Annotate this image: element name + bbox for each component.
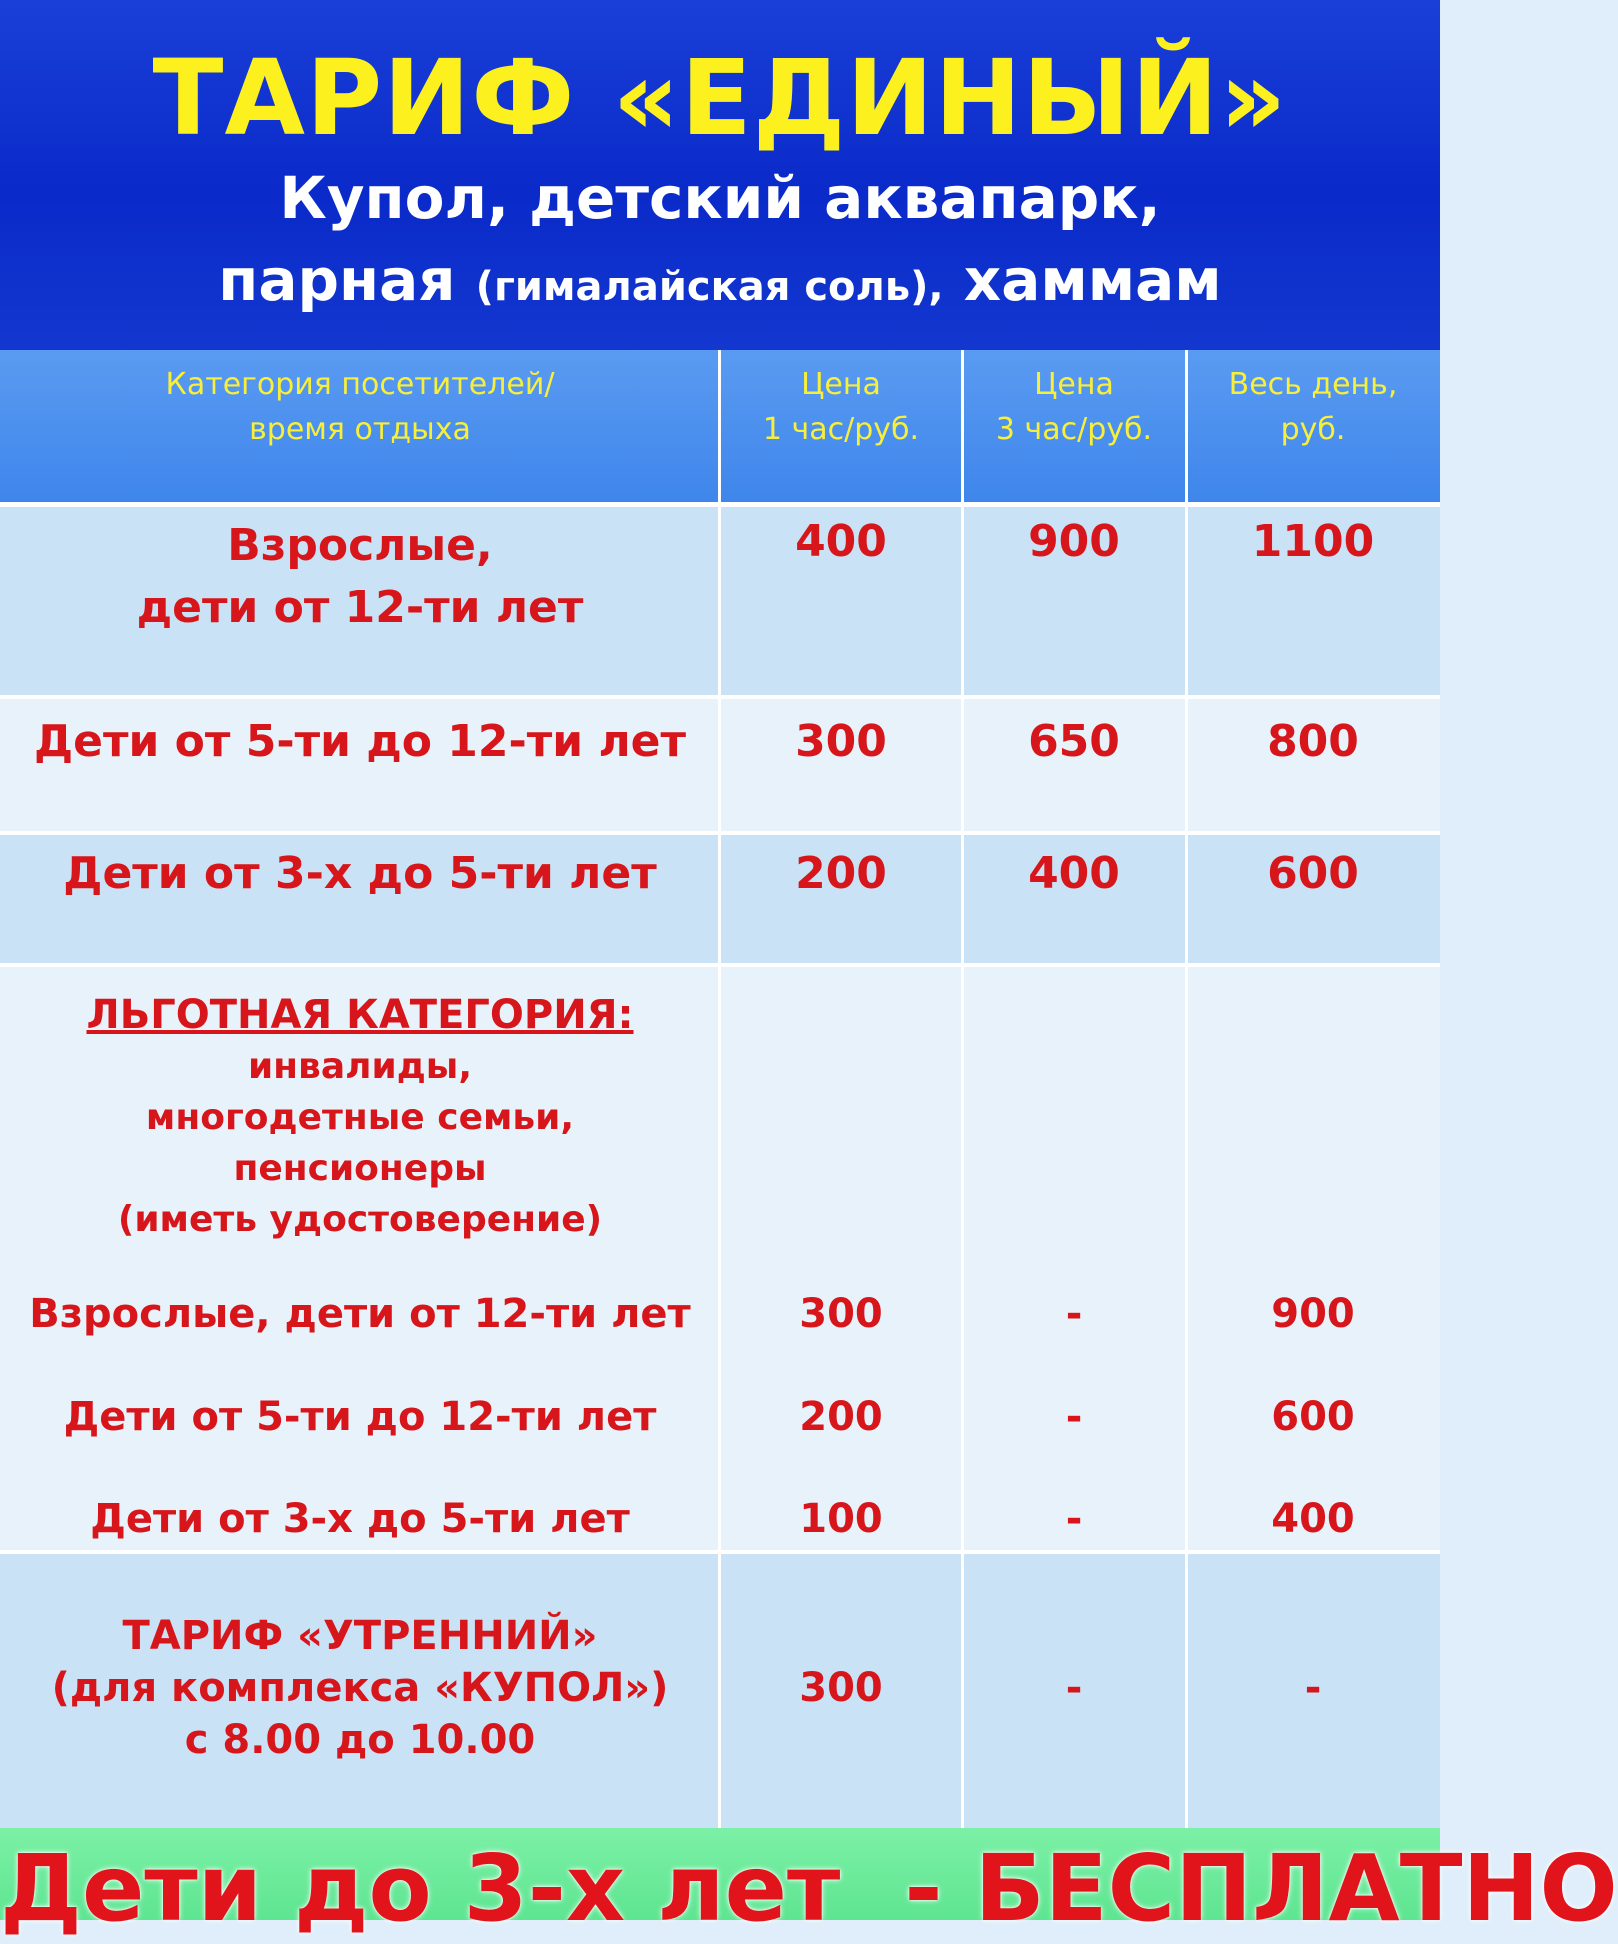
price-1h: 300 bbox=[795, 716, 887, 767]
discount-price-3h: - bbox=[1065, 1496, 1083, 1542]
subtitle-line2 bbox=[0, 244, 1440, 323]
morning-label bbox=[0, 1554, 720, 1828]
price-3h: 900 bbox=[1028, 516, 1120, 567]
price-1h: 400 bbox=[795, 516, 887, 567]
discount-desc-4: (иметь удостоверение) bbox=[117, 1199, 603, 1240]
price-day: 600 bbox=[1267, 848, 1359, 899]
discount-price-1h: 100 bbox=[799, 1496, 883, 1542]
header-3h-line2: 3 час/руб. bbox=[995, 412, 1153, 447]
column-divider bbox=[718, 350, 721, 1828]
header-category-line2: время отдыха bbox=[249, 412, 471, 447]
header-price-1h bbox=[720, 350, 962, 502]
discount-price-1h: 200 bbox=[799, 1394, 883, 1440]
header-price-day bbox=[1186, 350, 1440, 502]
discount-row-label: Дети от 3-х до 5-ти лет bbox=[90, 1496, 630, 1542]
price-1h: 200 bbox=[795, 848, 887, 899]
header-price-3h bbox=[962, 350, 1186, 502]
morning-line1: ТАРИФ «УТРЕННИЙ» bbox=[122, 1613, 598, 1659]
price-3h: 650 bbox=[1028, 716, 1120, 767]
subtitle-part-b: (гималайская соль), bbox=[475, 264, 944, 310]
header-3h-line1: Цена bbox=[1034, 367, 1114, 402]
footer-banner bbox=[0, 1828, 1618, 1942]
header-1h-line1: Цена bbox=[801, 367, 881, 402]
row-label-line1: Взрослые, bbox=[227, 520, 493, 571]
header-banner bbox=[0, 0, 1440, 350]
discount-price-3h: - bbox=[1065, 1394, 1083, 1440]
footer-text: Дети до 3-х лет - БЕСПЛАТНО bbox=[0, 1835, 1618, 1942]
column-divider bbox=[1185, 350, 1188, 1828]
discount-row-label: Дети от 5-ти до 12-ти лет bbox=[63, 1394, 657, 1440]
morning-price-1h: 300 bbox=[799, 1665, 883, 1711]
price-day: 800 bbox=[1267, 716, 1359, 767]
discount-price-3h: - bbox=[1065, 1291, 1083, 1337]
subtitle-part-c: хаммам bbox=[963, 246, 1222, 314]
discount-price-1h: 300 bbox=[799, 1291, 883, 1337]
header-category bbox=[0, 350, 720, 502]
header-day-line1: Весь день, bbox=[1228, 367, 1398, 402]
price-table bbox=[0, 350, 1440, 1828]
discount-title: ЛЬГОТНАЯ КАТЕГОРИЯ: bbox=[86, 992, 634, 1038]
discount-desc-2: многодетные семьи, bbox=[145, 1097, 575, 1138]
price-3h: 400 bbox=[1028, 848, 1120, 899]
row-label: Дети от 5-ти до 12-ти лет bbox=[33, 716, 687, 767]
header-day-line2: руб. bbox=[1280, 412, 1346, 447]
discount-desc-3: пенсионеры bbox=[233, 1148, 487, 1189]
subtitle-part-a: парная bbox=[218, 246, 456, 314]
column-divider bbox=[961, 350, 964, 1828]
morning-line3: с 8.00 до 10.00 bbox=[184, 1717, 536, 1763]
row-label: Дети от 3-х до 5-ти лет bbox=[63, 848, 657, 899]
row-label bbox=[0, 507, 720, 695]
discount-label bbox=[0, 967, 720, 1550]
discount-row-label: Взрослые, дети от 12-ти лет bbox=[29, 1291, 691, 1337]
discount-price-day: 400 bbox=[1271, 1496, 1355, 1542]
page-title: ТАРИФ «ЕДИНЫЙ» bbox=[152, 37, 1288, 159]
header-1h-line2: 1 час/руб. bbox=[762, 412, 920, 447]
price-day: 1100 bbox=[1251, 516, 1375, 567]
row-label-line2: дети от 12-ти лет bbox=[136, 582, 584, 633]
morning-price-day: - bbox=[1304, 1665, 1322, 1711]
header-category-line1: Категория посетителей/ bbox=[165, 367, 555, 402]
discount-desc-1: инвалиды, bbox=[247, 1046, 473, 1087]
subtitle-line1: Купол, детский аквапарк, bbox=[279, 164, 1161, 232]
discount-price-day: 600 bbox=[1271, 1394, 1355, 1440]
morning-line2: (для комплекса «КУПОЛ») bbox=[51, 1665, 669, 1711]
morning-price-3h: - bbox=[1065, 1665, 1083, 1711]
discount-price-day: 900 bbox=[1271, 1291, 1355, 1337]
